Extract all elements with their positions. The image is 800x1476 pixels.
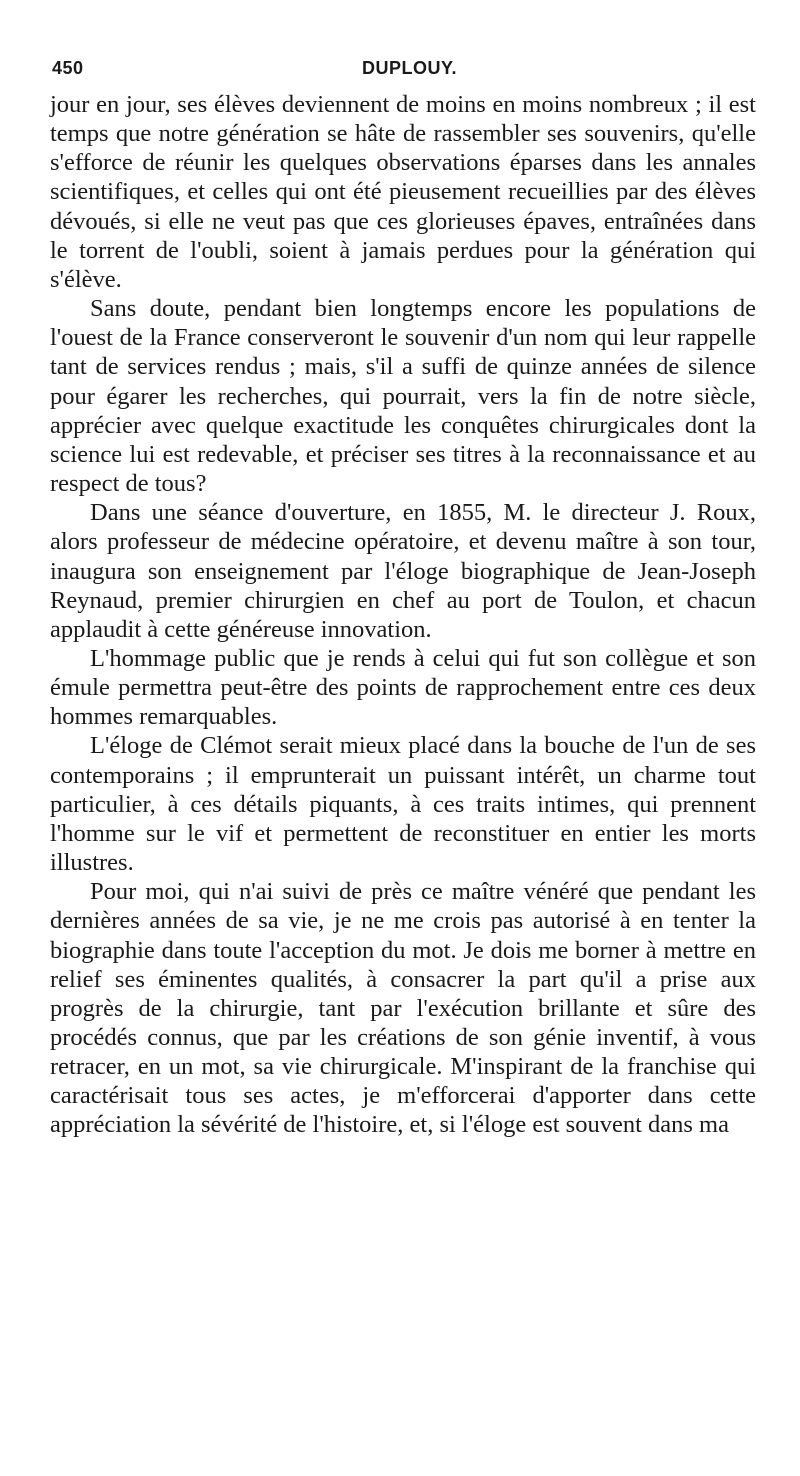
running-head <box>52 54 758 84</box>
body-text <box>50 90 756 1140</box>
page-number: 450 <box>52 58 84 78</box>
paragraph: Sans doute, pendant bien longtemps encore les populations de l'ouest de la France conserveront le souvenir d'un nom qui leur rappelle tant de services rendus ; mais, s'il a suffi de quinze années de silence pour égarer les recherches, qui pourrait, vers la fin de notre siècle, apprécier avec quelque exactitude les conquêtes chirurgicales dont la science lui est redevable, et préciser ses titres à la reconnaissance et au respect de tous? <box>50 295 756 498</box>
paragraph-continued: jour en jour, ses élèves deviennent de moins en moins nombreux ; il est temps que notre génération se hâte de rassembler ses souvenirs, qu'elle s'efforce de réunir les quelques observations éparses dans les annales scientifiques, et celles qui ont été pieusement recueillies par des élèves dévoués, si elle ne veut pas que ces glorieuses épaves, entraînées dans le torrent de l'oubli, soient à jamais perdues pour la génération qui s'élève. <box>50 91 756 293</box>
paragraph: L'éloge de Clémot serait mieux placé dans la bouche de l'un de ses contemporains ; il emprunterait un puissant intérêt, un charme tout particulier, à ces détails piquants, à ces traits intimes, qui prennent l'homme sur le vif et permettent de reconstituer en entier les morts illustres. <box>50 732 756 877</box>
running-title: DUPLOUY. <box>362 58 458 78</box>
paragraph: Dans une séance d'ouverture, en 1855, M. le directeur J. Roux, alors professeur de médecine opératoire, et devenu maître à son tour, inaugura son enseignement par l'éloge biographique de Jean-Joseph Reynaud, premier chirurgien en chef au port de Toulon, et chacun applaudit à cette généreuse innovation. <box>50 499 756 643</box>
paragraph: L'hommage public que je rends à celui qui fut son collègue et son émule permettra peut-être des points de rapprochement entre ces deux hommes remarquables. <box>50 644 756 731</box>
paragraph: Pour moi, qui n'ai suivi de près ce maître vénéré que pendant les dernières années de sa vie, je ne me crois pas autorisé à en tenter la biographie dans toute l'acception du mot. Je dois me borner à mettre en relief ses éminentes qualités, à consacrer la part qu'il a prise aux progrès de la chirurgie, tant par l'exécution brillante et sûre des procédés connus, que par les créations de son génie inventif, à vous retracer, en un mot, sa vie chirurgicale. M'inspirant de la franchise qui caractérisait tous ses actes, je m'efforcerai d'apporter dans cette appréciation la sévérité de l'histoire, et, si l'éloge est souvent dans ma <box>50 878 756 1139</box>
